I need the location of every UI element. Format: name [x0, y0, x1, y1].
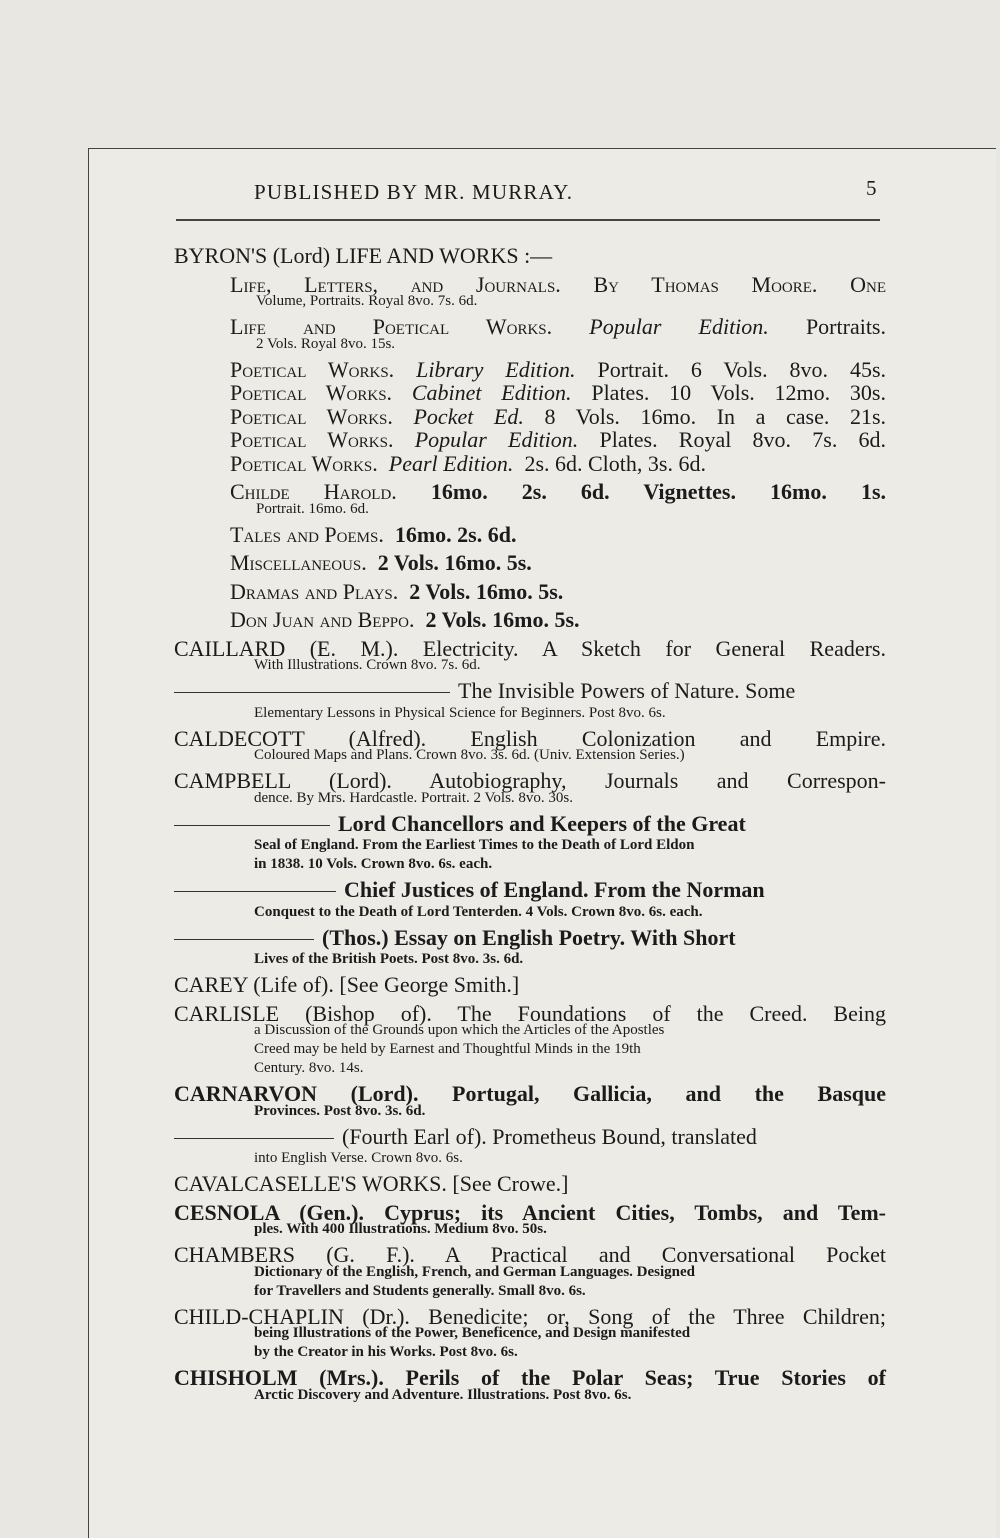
campbell-chief-justices [174, 874, 886, 903]
carlisle-details-c: Century. 8vo. 14s. [254, 1060, 364, 1076]
ditto-rule [174, 825, 330, 826]
edition: Popular Edition. [414, 427, 579, 452]
title: Childe Harold. [230, 479, 397, 504]
caillard-second-work [174, 675, 886, 704]
caillard-second-details: Elementary Lessons in Physical Science for Beginners. Post 8vo. 6s. [254, 704, 666, 721]
title: Poetical Works. [230, 427, 394, 452]
edition: Popular Edition. [589, 314, 769, 339]
details: Portrait. 6 Vols. 8vo. 45s. [597, 356, 887, 382]
campbell-lord-chancellors-details-b: in 1838. 10 Vols. Crown 8vo. 6s. each. [254, 856, 493, 872]
byron-childe-details: Portrait. 16mo. 6d. [256, 500, 369, 517]
ditto-rule [174, 1138, 334, 1139]
details: 16mo. 2s. 6d. [394, 521, 517, 547]
running-head: PUBLISHED BY MR. MURRAY. [254, 180, 574, 204]
entry-caillard: CAILLARD (E. M.). Electricity. A Sketch for General Readers. [174, 635, 886, 661]
byron-pw-popular [174, 424, 887, 452]
byron-life-letters-details: Volume, Portraits. Royal 8vo. 7s. 6d. [256, 293, 478, 309]
carnarvon-details: Provinces. Post 8vo. 3s. 6d. [254, 1102, 426, 1119]
title: Poetical Works. [230, 380, 393, 405]
title: Life and Poetical Works. [230, 314, 553, 339]
details: 2 Vols. 16mo. 5s. [377, 550, 532, 575]
byron-pw-cabinet [174, 377, 886, 405]
chambers-details-b: for Travellers and Students generally. Small 8vo. 6s. [254, 1282, 586, 1299]
byron-life-letters: Life, Letters, and Journals. By Thomas Moore. One [230, 271, 886, 297]
entry-chisholm: CHISHOLM (Mrs.). Perils of the Polar Seas; True Stories of [174, 1365, 886, 1390]
title: Poetical Works. [230, 356, 395, 382]
details: 8 Vols. 16mo. In a case. 21s. [544, 403, 887, 429]
byron-miscellaneous [174, 547, 886, 576]
byron-life-poetical [174, 311, 886, 339]
entry-child-chaplin: CHILD-CHAPLIN (Dr.). Benedicite; or, Song of the Three Children; [174, 1303, 886, 1329]
carnarvon-second-details: into English Verse. Crown 8vo. 6s. [254, 1150, 463, 1166]
entry-carnarvon: CARNARVON (Lord). Portugal, Gallicia, and the Basque [174, 1081, 886, 1106]
edition: Pearl Edition. [388, 450, 514, 476]
entry-byron-heading: BYRON'S (Lord) LIFE AND WORKS :— [174, 243, 553, 268]
carlisle-details-a: a Discussion of the Grounds upon which the Articles of the Apostles [254, 1022, 665, 1038]
ditto-rule [174, 939, 314, 940]
chisholm-details: Arctic Discovery and Adventure. Illustrations. Post 8vo. 6s. [254, 1386, 632, 1403]
edition: Cabinet Edition. [411, 380, 572, 405]
byron-pw-pocket [174, 401, 887, 429]
title: Lord Chancellors and Keepers of the Great [338, 810, 746, 836]
entry-caldecott: CALDECOTT (Alfred). English Colonization and Empire. [174, 725, 886, 751]
child-chaplin-details-b: by the Creator in his Works. Post 8vo. 6s. [254, 1344, 518, 1360]
ditto-rule [174, 891, 336, 892]
carnarvon-second-work [174, 1121, 886, 1150]
campbell-details: dence. By Mrs. Hardcastle. Portrait. 2 Vols. 8vo. 30s. [254, 789, 573, 806]
details: 2 Vols. 16mo. 5s. [425, 607, 580, 632]
edition: Library Edition. [416, 356, 576, 382]
edition: Pocket Ed. [413, 403, 524, 429]
header-rule [176, 219, 880, 221]
byron-dramas-plays [174, 576, 886, 605]
title: Tales and Poems. [230, 521, 384, 547]
details: Plates. 10 Vols. 12mo. 30s. [591, 380, 886, 405]
details: Portraits. [805, 314, 886, 339]
title: Miscellaneous. [230, 550, 367, 575]
byron-don-juan [174, 604, 886, 633]
title: Poetical Works. [230, 403, 393, 429]
chambers-details-a: Dictionary of the English, French, and German Languages. Designed [254, 1263, 695, 1280]
ditto-rule [174, 692, 450, 693]
entry-carey: CAREY (Life of). [See George Smith.] [174, 972, 520, 997]
details: 2 Vols. 16mo. 5s. [409, 578, 564, 604]
title: The Invisible Powers of Nature. Some [458, 678, 796, 703]
entry-campbell: CAMPBELL (Lord). Autobiography, Journals and Correspon- [174, 768, 886, 793]
child-chaplin-details-a: being Illustrations of the Power, Beneficence, and Design manifested [254, 1325, 691, 1341]
byron-childe-harold [174, 476, 887, 504]
details: 2s. 6d. Cloth, 3s. 6d. [524, 450, 706, 476]
title: Don Juan and Beppo. [230, 607, 415, 632]
catalogue-listing [174, 240, 886, 1405]
title: Chief Justices of England. From the Norman [344, 877, 765, 902]
entry-chambers: CHAMBERS (G. F.). A Practical and Conversational Pocket [174, 1242, 886, 1267]
title: Poetical Works. [230, 450, 378, 476]
caillard-details: With Illustrations. Crown 8vo. 7s. 6d. [254, 657, 481, 673]
carlisle-details-b: Creed may be held by Earnest and Thoughtful Minds in the 19th [254, 1041, 641, 1057]
byron-life-poetical-details: 2 Vols. Royal 8vo. 15s. [256, 335, 396, 352]
page-number: 5 [866, 176, 877, 200]
byron-tales-poems [174, 519, 886, 548]
entry-carlisle: CARLISLE (Bishop of). The Foundations of the Creed. Being [174, 1000, 886, 1026]
entry-cavalcaselle: CAVALCASELLE'S WORKS. [See Crowe.] [174, 1171, 569, 1196]
title: (Thos.) Essay on English Poetry. With Short [322, 924, 736, 950]
campbell-lord-chancellors [174, 808, 886, 837]
caldecott-details: Coloured Maps and Plans. Crown 8vo. 3s. 6d. (Univ. Extension Series.) [254, 747, 685, 763]
details: 16mo. 2s. 6d. Vignettes. 16mo. 1s. [430, 479, 887, 504]
campbell-chief-justices-details: Conquest to the Death of Lord Tenterden. 4 Vols. Crown 8vo. 6s. each. [254, 903, 703, 920]
details: Plates. Royal 8vo. 7s. 6d. [599, 427, 887, 452]
title: (Fourth Earl of). Prometheus Bound, translated [342, 1123, 757, 1149]
entry-cesnola: CESNOLA (Gen.). Cyprus; its Ancient Cities, Tombs, and Tem- [174, 1199, 886, 1225]
cesnola-details: ples. With 400 Illustrations. Medium 8vo. 50s. [254, 1221, 547, 1237]
title: Dramas and Plays. [230, 578, 399, 604]
campbell-thos-details: Lives of the British Poets. Post 8vo. 3s. 6d. [254, 951, 524, 967]
campbell-thos-essay [174, 922, 886, 951]
campbell-lord-chancellors-details-a: Seal of England. From the Earliest Times to the Death of Lord Eldon [254, 837, 695, 853]
byron-pw-library [174, 354, 887, 382]
